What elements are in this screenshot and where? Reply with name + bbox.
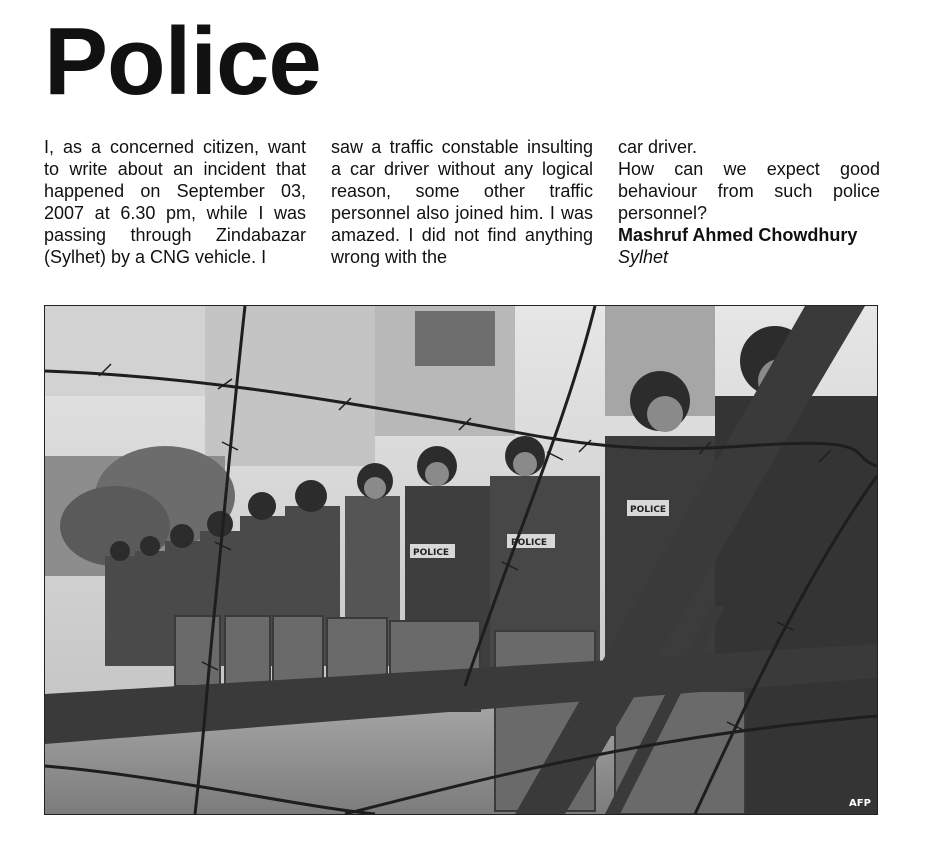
news-photo bbox=[44, 305, 878, 815]
body-column-3 bbox=[618, 136, 880, 268]
shield-label: POLICE bbox=[511, 538, 548, 548]
article-body bbox=[44, 136, 880, 268]
body-paragraph: car driver. bbox=[618, 137, 698, 157]
photo-credit: AFP bbox=[849, 798, 871, 809]
shield-label: POLICE bbox=[413, 548, 450, 558]
body-paragraph: saw a traffic constable insulting a car driver without any logical reason, some other traffic personnel also joined him. I was amazed. I did not find anything wrong with the bbox=[331, 137, 593, 267]
shield-label: POLICE bbox=[630, 505, 667, 515]
police-barricade-photo bbox=[45, 306, 877, 814]
signature-name: Mashruf Ahmed Chowdhury bbox=[618, 225, 858, 245]
body-column-1 bbox=[44, 136, 306, 268]
signature-place: Sylhet bbox=[618, 247, 669, 267]
body-column-2 bbox=[331, 136, 593, 268]
body-paragraph: I, as a concerned citizen, want to write about an incident that happened on September 03, 2007 at 6.30 pm, while I was passing through Zindabazar (Sylhet) by a CNG vehicle. I bbox=[44, 137, 306, 267]
article-headline: Police bbox=[44, 8, 321, 115]
body-paragraph: How can we expect good behaviour from such police personnel? bbox=[618, 159, 880, 223]
